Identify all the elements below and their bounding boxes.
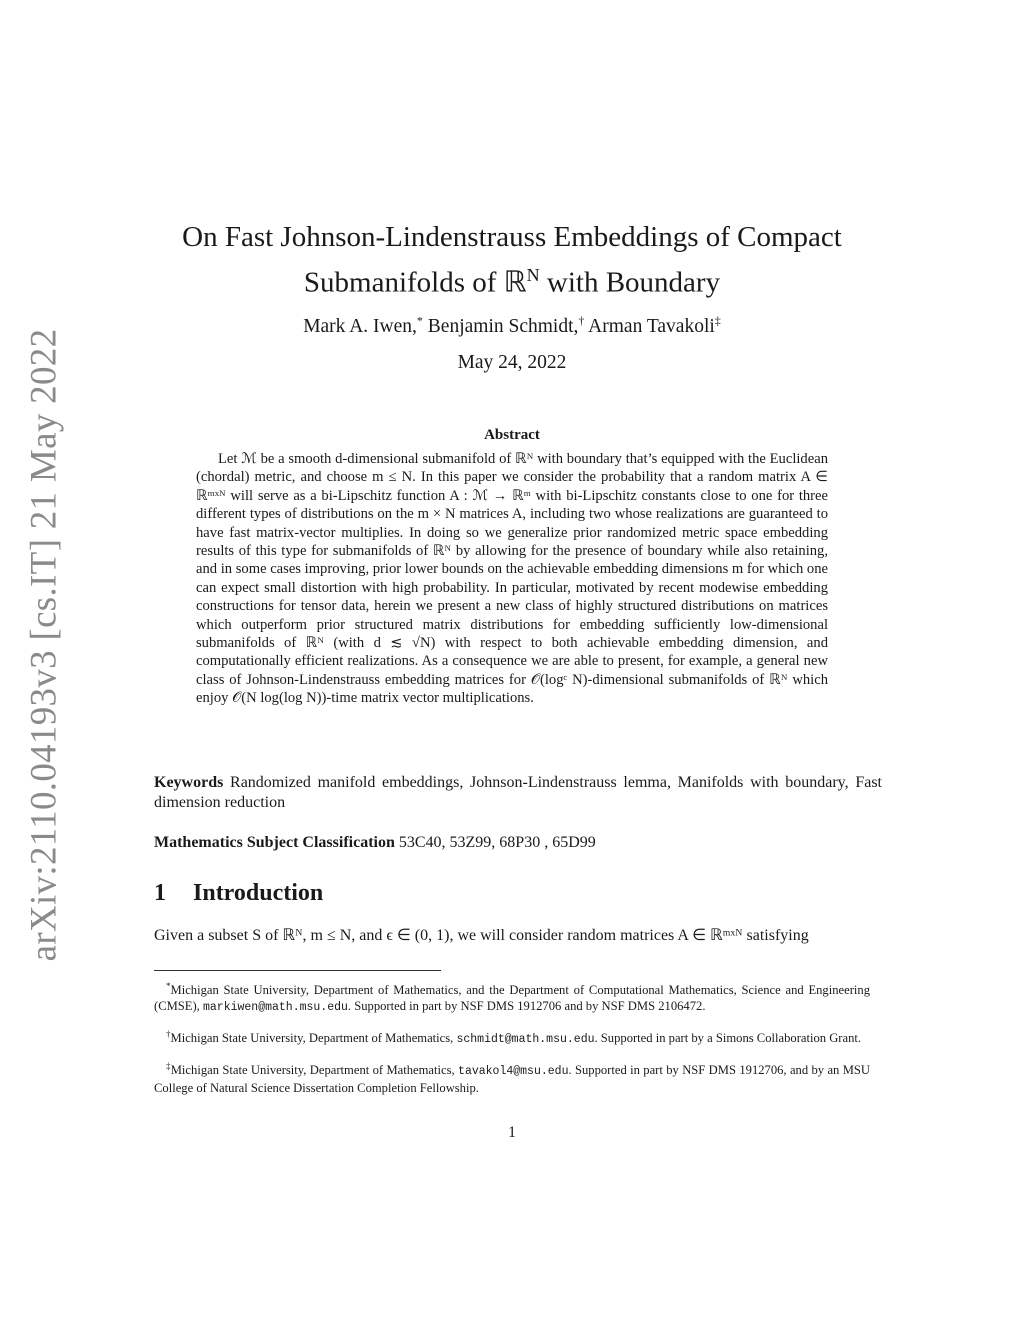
paper-date: May 24, 2022 [457,352,567,373]
footnote-1: *Michigan State University, Department of Mathematics, and the Department of Computational Mathematics, Science and Engineering (CMSE), markiwen@math.msu.edu. Supported in part by NSF DMS 1912706 and by NSF DMS 2106472. [154,981,870,1015]
keywords-label: Keywords [154,774,224,791]
section-heading-introduction [154,880,323,907]
author-1-footnote-mark[interactable]: * [416,313,423,327]
msc-label: Mathematics Subject Classification [154,834,395,851]
author-3-footnote-mark[interactable]: ‡ [714,313,721,327]
author-2: Benjamin Schmidt,† [422,313,585,337]
arxiv-identifier: arXiv:2110.04193v3 [cs.IT] 21 May 2022 [23,328,65,962]
keywords-text: Randomized manifold embeddings, Johnson-Lindenstrauss lemma, Manifolds with boundary, Fast dimension reduction [154,774,882,811]
email-link-tavakoli[interactable]: tavakol4@msu.edu [458,1065,569,1079]
footnote-rule [154,970,441,971]
title-line-2: Submanifolds of ℝ$^N$ with Boundary [303,265,721,299]
abstract-heading: Abstract [484,427,540,443]
section-title: Introduction [193,880,324,906]
arxiv-identifier-sidebar [23,328,65,962]
intro-paragraph: Given a subset S of ℝᴺ, m ≤ N, and ϵ ∈ (0, 1), we will consider random matrices A ∈ ℝᵐˣᴺ satisfying [154,927,809,944]
email-link-schmidt[interactable]: schmidt@math.msu.edu [456,1033,595,1047]
author-1: Mark A. Iwen,* [303,313,423,337]
abstract-body: Let ℳ be a smooth d-dimensional submanifold of ℝᴺ with boundary that’s equipped with the Euclidean (chordal) metric, and choose m ≤ N. In this paper we consider the probability that a random matrix A ∈ ℝᵐˣᴺ will serve as a bi-Lipschitz function A : ℳ → ℝᵐ with bi-Lipschitz constants close to one for three different types of distributions on the m × N matrices A, including two whose realizations are guaranteed to have fast matrix-vector multiplies. In doing so we generalize prior randomized metric space embedding results of this type for submanifolds of ℝᴺ by allowing for the presence of boundary while also retaining, and in some cases improving, prior lower bounds on the achievable embedding dimensions m for which one can expect small distortion with high probability. In particular, motivated by recent modewise embedding constructions for tensor data, herein we present a new class of highly structured distributions on matrices which outperform prior structured matrix distributions for embedding sufficiently low-dimensional submanifolds of ℝᴺ (with d ≲ √N) with respect to both achievable embedding dimension, and computationally efficient realizations. As a consequence we are able to present, for example, a general new class of Johnson-Lindenstrauss embedding matrices for 𝒪(logᶜ N)-dimensional submanifolds of ℝᴺ which enjoy 𝒪(N log(log N))-time matrix vector multiplications. [196,451,828,707]
footnote-2: †Michigan State University, Department of Mathematics, schmidt@math.msu.edu. Supported in part by a Simons Collaboration Grant. [166,1029,862,1047]
author-2-footnote-mark[interactable]: † [578,313,585,327]
paper-title [150,218,874,302]
author-list [150,313,874,338]
msc-codes: 53C40, 53Z99, 68P30 , 65D99 [394,834,596,851]
section-number: 1 [154,880,166,906]
footnote-3: ‡Michigan State University, Department of Mathematics, tavakol4@msu.edu. Supported in part by NSF DMS 1912706, and by an MSU College of Natural Science Dissertation Completion Fellowship. [154,1061,871,1096]
msc-classification [154,834,882,852]
author-3: Arman Tavakoli‡ [584,313,721,337]
email-link-iwen[interactable]: markiwen@math.msu.edu [202,1001,348,1015]
keywords [154,773,882,813]
page-number: 1 [508,1124,516,1141]
title-line-1: On Fast Johnson-Lindenstrauss Embeddings of Compact [182,221,842,253]
